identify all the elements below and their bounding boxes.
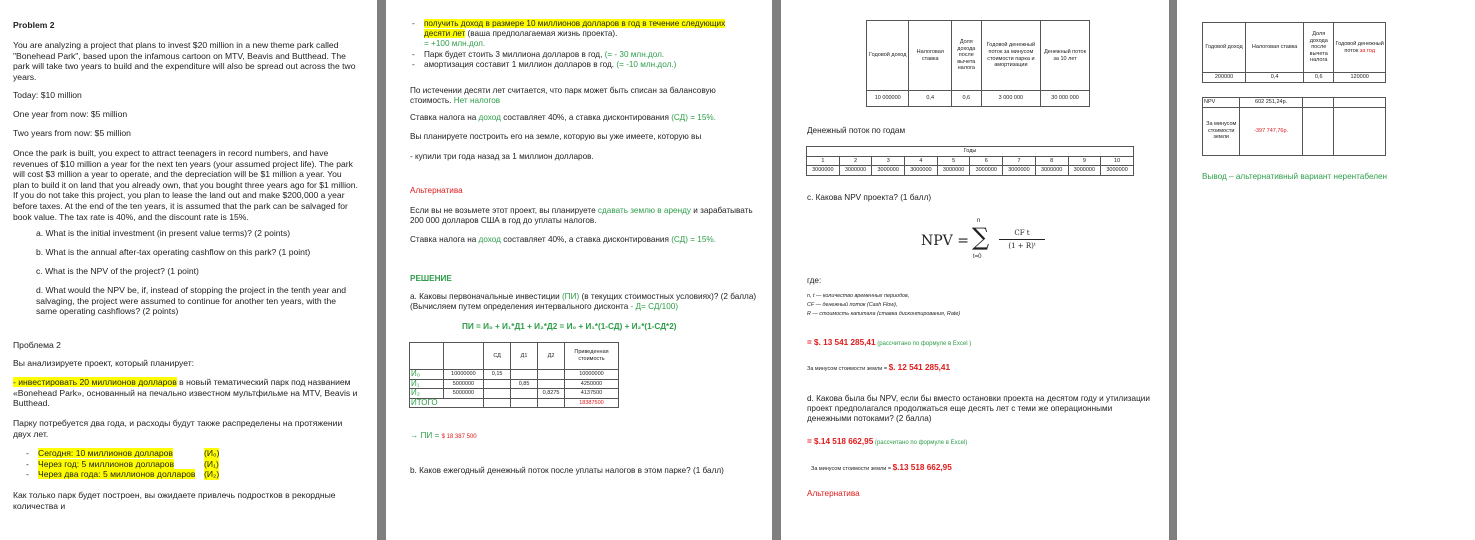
list-item: - получить доход в размере 10 миллионов долларов в год в течение следующих десяти лет (ваша предполагаемая жизнь проекта). = +100 млн.дол. (410, 19, 750, 50)
table-row: И₁ 5000000 0,85 4250000 (410, 379, 619, 389)
question-a-ru: а. Каковы первоначальные инвестиции (ПИ) (в текущих стоимостных условиях)? (2 балла) (Вычисляем путем определения интервального дисконта - Д= СД/100) (410, 292, 757, 312)
alternative-npv-table (1202, 97, 1386, 156)
salvage-paragraph: По истечении десяти лет считается, что парк может быть списан за балансовую стоимость. Нет налогов (410, 86, 716, 106)
year1-line: One year from now: $5 million (13, 109, 128, 119)
ru-investment-list (24, 448, 354, 480)
list-item: - Парк будет стоить 3 миллиона долларов в год, (= - 30 млн.дол. (410, 50, 750, 60)
alternative-table: Годовой доход Налоговая ставка Доля дохода после вычета налога Годовой денежный поток за год 200000 0,4 0,6 120000 (1202, 22, 1386, 83)
alternative-tax-paragraph: Ставка налога на доход составляет 40%, а ставка дисконтирования (СД) = 15%. (410, 235, 716, 244)
question-a: a. What is the initial investment (in present value terms)? (2 points) (36, 228, 291, 238)
question-c: c. What is the NPV of the project? (1 point) (36, 266, 199, 276)
table-row: 10 000000 0,4 0,6 3 000 000 30 000 000 (867, 91, 1090, 107)
land-paragraph: Вы планируете построить его на земле, которую вы уже имеете, которую вы (410, 132, 702, 141)
tax-paragraph: Ставка налога на доход составляет 40%, а ставка дисконтирования (СД) = 15%. (410, 113, 716, 122)
body-paragraph: Once the park is built, you expect to attract teenagers in record numbers, and have revenues of $10 million a year for the next ten years (your assumed project life). The park will cost $3 million a year to operate, and the depreciation will be $1 million a year. You plan to build it on land that you already own, that you bought three years ago for $1 million. If you do not take this project, you plan to lease the land out and make $200,000 a year before taxes. At the end of the ten years, it is assumed that the park can be salvaged for book value. The tax rate is 40%, and the discount rate is 15%. (13, 148, 358, 222)
document-page-4 (1177, 0, 1475, 540)
npv-result: = $. 13 541 285,41 (рассчитано по формуле в Excel ) (807, 338, 972, 347)
ru-intro: Вы анализируете проект, который планирует: (13, 358, 195, 368)
npv2-result: = $.14 518 662,95 (рассчитано по формуле в Excel) (807, 437, 968, 446)
investment-formula: ПИ = И₀ + И₁*Д1 + И₂*Д2 = И₀ + И₁*(1-СД) + И₂*(1-СД*2) (462, 322, 677, 331)
where-label: где: (807, 276, 822, 285)
ru-problem-title: Проблема 2 (13, 340, 61, 350)
question-c-ru: c. Какова NPV проекта? (1 балл) (807, 193, 932, 202)
investment-table: СД Д1 Д2 Приведенная стоимость И₀ 10000000 0,15 10000000 И₁ 5000000 0,85 4250000 И₂ 5000000 0,8275 4137500 ИТОГО 18387500 (409, 342, 619, 408)
npv-formula: NPV = n ∑ t=0 CF t (1 + R)ᵗ (921, 218, 1071, 266)
ru-build-paragraph: Парку потребуется два года, и расходы будут также распределены на протяжении двух лет. (13, 418, 343, 439)
definition-r: R — стоимость капитала (ставка дисконтирования, Rate) (807, 311, 961, 317)
land-paragraph-2: - купили три года назад за 1 миллион долларов. (410, 152, 594, 161)
table-row: За минусом стоимости земли -397 747,76р. (1203, 107, 1386, 155)
conclusion: Вывод – альтернативный вариант нерентабелен (1202, 172, 1388, 181)
cashflow-table: Годовой доход Налоговая ставка Доля дохода после вычета налога Годовой денежный поток за минусом стоимости парка и амортизации Денежный поток за 10 лет 10 000000 0,4 0,6 3 000 000 30 000 000 (866, 20, 1090, 107)
table-row: И₀ 10000000 0,15 10000000 (410, 370, 619, 380)
definition-n-t: n, t — количество временных периодов, (807, 293, 910, 299)
table-row: ИТОГО 18387500 (410, 398, 619, 408)
year2-line: Two years from now: $5 million (13, 128, 131, 138)
ru-income-list (410, 19, 750, 70)
question-d-ru: d. Какова была бы NPV, если бы вместо остановки проекта на десятом году и утилизации проект предполагался продолжаться еще десять лет с теми же операционными денежными потоками? (2 балла) (807, 394, 1150, 424)
table-row: 200000 0,4 0,6 120000 (1203, 73, 1386, 83)
sigma-icon: ∑ (972, 223, 990, 251)
list-item: - Сегодня: 10 миллионов долларов (И₀) (24, 448, 354, 459)
table-row: И₂ 5000000 0,8275 4137500 (410, 389, 619, 399)
pi-result: → ПИ = $ 18 387 500 (410, 431, 477, 440)
table-row: 1 2 3 4 5 6 7 8 9 10 (807, 156, 1134, 166)
ru-body-paragraph: Как только парк будет построен, вы ожидаете привлечь подростков в рекордные количества и (13, 490, 336, 511)
document-page-2 (386, 0, 772, 540)
question-b-ru: b. Каков ежегодный денежный поток после уплаты налогов в этом парке? (1 балл) (410, 466, 724, 475)
cashflow-by-year-title: Денежный поток по годам (807, 126, 906, 135)
alternative-title: Альтернатива (410, 186, 463, 195)
question-d: d. What would the NPV be, if, instead of stopping the project in the tenth year and salvaging, the project were assumed to continue for another ten years, with the same operating cashflows? (2 points) (36, 285, 347, 317)
npv-minus-land: За минусом стоимости земли = $. 12 541 285,41 (807, 363, 951, 372)
alternative-title-p3: Альтернатива (807, 489, 860, 498)
list-item: - амортизация составит 1 миллион долларов в год. (= -10 млн.дол.) (410, 60, 750, 70)
today-line: Today: $10 million (13, 90, 82, 100)
table-row: 3000000 3000000 3000000 3000000 3000000 3000000 3000000 3000000 3000000 3000000 (807, 166, 1134, 176)
ru-invest-paragraph (13, 377, 359, 409)
intro-paragraph: You are analyzing a project that plans to invest $20 million in a new theme park called "Bonehead Park", based upon the infamous cartoon on MTV, Beavis and Butthead. The park will take two years to build and the expenditure will also be spread out across the two years. (13, 40, 356, 82)
ru-invest-rest: в новый тематический парк под названием «Bonehead Park», основанный на печально известном мультфильме на MTV, Beavis и Butthead. (13, 377, 358, 409)
ru-invest-highlight: - инвестировать 20 миллионов долларов (13, 377, 177, 387)
document-page-3 (781, 0, 1169, 540)
definition-cf: CF — денежный поток (Cash Flow), (807, 302, 898, 308)
solution-title: РЕШЕНИЕ (410, 274, 452, 283)
yearly-cashflow-table: Годы 1 2 3 4 5 6 7 8 9 10 3000000 3000000 3000000 3000000 3000000 3000000 3000000 3000000 3000000 3000000 (806, 146, 1134, 176)
problem-title: Problem 2 (13, 20, 55, 30)
npv2-minus-land: За минусом стоимости земли = $.13 518 662,95 (811, 463, 952, 472)
list-item: - Через год: 5 миллионов долларов (И₁) (24, 459, 354, 470)
document-page-1 (0, 0, 377, 540)
list-item: - Через два года: 5 миллионов долларов (И₂) (24, 469, 354, 480)
table-row: NPV 602 251,24р. (1203, 98, 1386, 108)
question-b: b. What is the annual after-tax operating cashflow on this park? (1 point) (36, 247, 311, 257)
alternative-paragraph: Если вы не возьмете этот проект, вы планируете сдавать землю в аренду и зарабатывать 200 000 долларов США в год до уплаты налогов. (410, 206, 753, 226)
